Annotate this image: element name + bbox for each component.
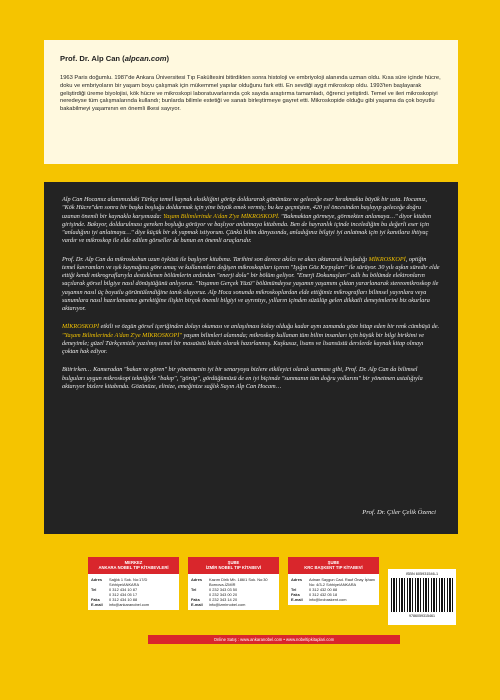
contact-value: 0 312 432 05 18: [309, 591, 338, 597]
contact-row: [191, 577, 276, 587]
contact-label: Tel: [191, 586, 197, 592]
isbn-label: ISBN 605931546-1: [405, 572, 439, 576]
review-text: , optiğin temel kavramları ve ışık kaynağına göre amaç ve kullanımları değişen mikroskopları içeren "Işığın Göz Kırpışları" ile sürüyor. 30 yılı aşkın süredir elde ettiği kendi mikrograflarıyla desteklenen bölümlerin ardından "enerji dolu" bir bölüm geliyor. "Enerji Dokunuşları" adlı bu bölümde elektronların saçılarak görsel bilgiye nasıl dönüştüğünü anlıyoruz. "Yaşamın Gerçek Yüzü" bölümündeyse yaşamın yaşamını çıktan yararlanarak stereomikroskop ile yaşamın nasıl üç boyutlu görüntülendiğine tanık oluyoruz. Alp Hoca sonunda mikroskoplardan elde ettiğimiz mikrografları bilimsel yayınlara veya sunumlara nasıl hazırlamamız gerektiğine ilişkin birçok önemli bilgiyi ve ayrıntıyı, yılların içinden süzülüp gelen dikkatli deneyimlerini biz okurlara aktarıyor.: [62, 255, 440, 312]
author-site: alpcan.com: [124, 54, 167, 63]
contact-label: E-mail: [191, 601, 203, 607]
publisher-name: KRC BAŞKENT TIP KİTABEVİ: [304, 565, 363, 571]
publisher-contact: [88, 574, 179, 610]
review-highlight: "Yaşam Bilimlerinde A'dan Z'ye MİKROSKOPİ": [62, 331, 182, 339]
review-text: Prof. Dr. Alp Can da mikroskobun uzun öyküsü ile başlıyor kitabına. Tarihini son derece akılcı ve akıcı aktararak başladığı: [62, 255, 369, 263]
author-box: [44, 40, 458, 164]
review-highlight: Yaşam Bilimlerinde A'dan Z'ye MİKROSKOPİ.: [163, 212, 280, 220]
publisher-type: MERKEZ: [124, 560, 143, 565]
publisher-header: [188, 557, 279, 574]
contact-label: E-mail: [291, 596, 303, 602]
barcode-icon: [391, 578, 453, 612]
review-signature: Prof. Dr. Çiler Çelik Özenci: [362, 509, 436, 516]
review-highlight: MİKROSKOPİ: [368, 255, 406, 263]
contact-value: 0 232 343 03 50: [209, 586, 238, 592]
review-paragraph-1: [62, 196, 440, 246]
contact-label: Faks: [91, 596, 100, 602]
review-highlight: MİKROSKOPİ: [62, 323, 100, 331]
review-text: yaşam bilimleri alanında; mikroskop kullanan tüm bilim insanları için büyük bir bilgi birikimi ve deneyimle; güzel Türkçemizle yazılmış temel bir masaüstü kitabı olarak hazırlanmış. Kuşkusuz, lisans ve lisansüstü derslerde kaynak kitap olmayı çoktan hak ediyor.: [62, 331, 424, 355]
contact-row: [291, 577, 376, 587]
publisher-contact: [188, 574, 279, 610]
barcode-number: 9786059315461: [409, 614, 435, 618]
publisher-name: ANKARA NOBEL TIP KİTABEVLERİ: [98, 565, 169, 571]
contact-label: Adres: [91, 576, 103, 582]
contact-value: Kazım Dirik Mh. 186/1 Sok. No:30 Bornova-İZMİR: [209, 576, 268, 587]
contact-value: 0 232 343 14 20: [209, 596, 238, 602]
contact-row: [191, 602, 276, 607]
contact-row: [91, 577, 176, 587]
publisher-name: İZMİR NOBEL TIP KİTABEVİ: [205, 565, 262, 571]
contact-label: Adres: [191, 576, 203, 582]
review-text: "Bakmaktan görmeye, görmekten anlamaya…" diyor kitabın girişinde. Bakıyor, doldurulması gereken boşluğu görüyor ve başlıyor anlatmaya kitabında. Ben de hayranlık içinde incelediğim bu değerli eser için "anladığını iyi anlatmaya…" diye küçük bir ek yapmak istiyorum. Çünkü bilim dünyasında, anladığınız bilgiyi iyi anlatmak için iyi kanıtlara ihtiyaç vardır ve mikroskop ile elde edilen görseller de bunun en önemli araçlarıdır.: [62, 212, 431, 245]
review-paragraph-4: Bitirirken… Kameradan "bakan ve gören" bir yönetmenin iyi bir senaryoyu bizlere etkileyici olarak sunması gibi, Prof. Dr. Alp Can da bilimsel bulguları uygun mikroskopi tekniğiyle "bakıp", "görüp", gördüğümüzü de en iyi biçimde "sunmanın tüm doğru yollarını" bir yönetmen ustalığıyla aktarıyor bizlere kitabında. Gözünüze, elinize, emeğinize sağlık Sayın Alp Can Hocam…: [62, 366, 423, 390]
contact-value: Sağlık 1 Sok. No:17/D Sıhhiye/ANKARA: [109, 576, 148, 587]
contact-value: info@krcbaskent.com: [309, 596, 347, 602]
review-paragraph-2: [62, 256, 440, 314]
publisher-header: [288, 557, 379, 574]
contact-row: [291, 597, 376, 602]
publisher-contact: [288, 574, 379, 605]
publisher-ankara: [88, 557, 179, 610]
contact-label: E-mail: [91, 601, 103, 607]
publisher-footer: [88, 557, 460, 653]
contact-label: Tel: [91, 586, 97, 592]
author-bio: [60, 75, 442, 114]
review-text: Alp Can Hocamız alanımızdaki Türkçe temel kaynak eksikliğini görüp doldurarak günümüze ve geleceğe eser bırakmakta büyük bir usta. Hocamız, "Kök Hücre"den sonra bir başka boşluğu doldurmak için yine büyük emek vermiş; bu kez geçmişten, 420 yıl öncesinden başlayıp geleceğe doğru uzanan önemli bir kaynakla karşımızda:: [62, 196, 427, 220]
contact-value: 0 312 434 05 17: [109, 591, 138, 597]
author-bio-paragraph: 1963 Paris doğumlu. 1987'de Ankara Üniversitesi Tıp Fakültesini bitirdikten sonra histoloji ve embriyoloji alanında uzman oldu. Kısa süre içinde hücre, doku ve embriyoların bir yaşam boyu çalışmak için mükemmel yapılar olduğunu fark etti. En sevdiği aygıt mikroskop oldu. 1993'ten başlayarak geliştirdiği üreme biyolojisi, kök hücre ve mikroskopi laboratuvarlarında çok sayıda araştırma tamamladı, öğrenci yetiştirdi. Temel ve ileri mikroskopiyi neredeyse tüm çalışmalarında kullandı; bunlarda bilimle estetiği ve sanatı birleştirmeye gayret etti. Mikroskopide olduğu gibi yaşama da çok boyutlu bakabilmeyi yaşamının en önemli ilkesi sayıyor.: [60, 75, 441, 113]
author-name: Prof. Dr. Alp Can: [60, 54, 121, 63]
publisher-krc: [288, 557, 379, 605]
contact-value: 0 232 343 00 20: [209, 591, 238, 597]
online-sales: Online Satış : www.ankaranobel.com • www.nobeltipkitaplari.com: [148, 635, 400, 644]
contact-label: Faks: [191, 596, 200, 602]
contact-value: info@izmirnobel.com: [209, 601, 246, 607]
review-paragraph-3: [62, 323, 440, 356]
contact-value: Adnan Saygun Cad. Rauf Önay İşhanı No: 4/3-2 Sıhhiye/ANKARA: [309, 576, 376, 587]
contact-label: Faks: [291, 591, 300, 597]
publisher-header: [88, 557, 179, 574]
contact-label: Adres: [291, 576, 303, 582]
contact-value: info@ankaranobel.com: [109, 601, 150, 607]
contact-value: 0 312 434 10 88: [109, 596, 138, 602]
isbn-barcode: [388, 569, 456, 625]
contact-row: [91, 602, 176, 607]
contact-value: 0 312 432 00 88: [309, 586, 338, 592]
publisher-izmir: [188, 557, 279, 610]
review-panel: [44, 182, 458, 534]
contact-label: Tel: [291, 586, 297, 592]
publisher-type: ŞUBE: [227, 560, 240, 565]
author-heading: Prof. Dr. Alp Can (alpcan.com): [60, 54, 170, 63]
contact-value: 0 312 434 10 87: [109, 586, 138, 592]
review-text: etkili ve özgün görsel içeriğinden dolayı okuması ve anlaşılması kolay olduğu kadar aynı zamanda göze hitap eden bir renk cümbüşü de.: [99, 323, 440, 331]
publisher-type: ŞUBE: [327, 560, 340, 565]
